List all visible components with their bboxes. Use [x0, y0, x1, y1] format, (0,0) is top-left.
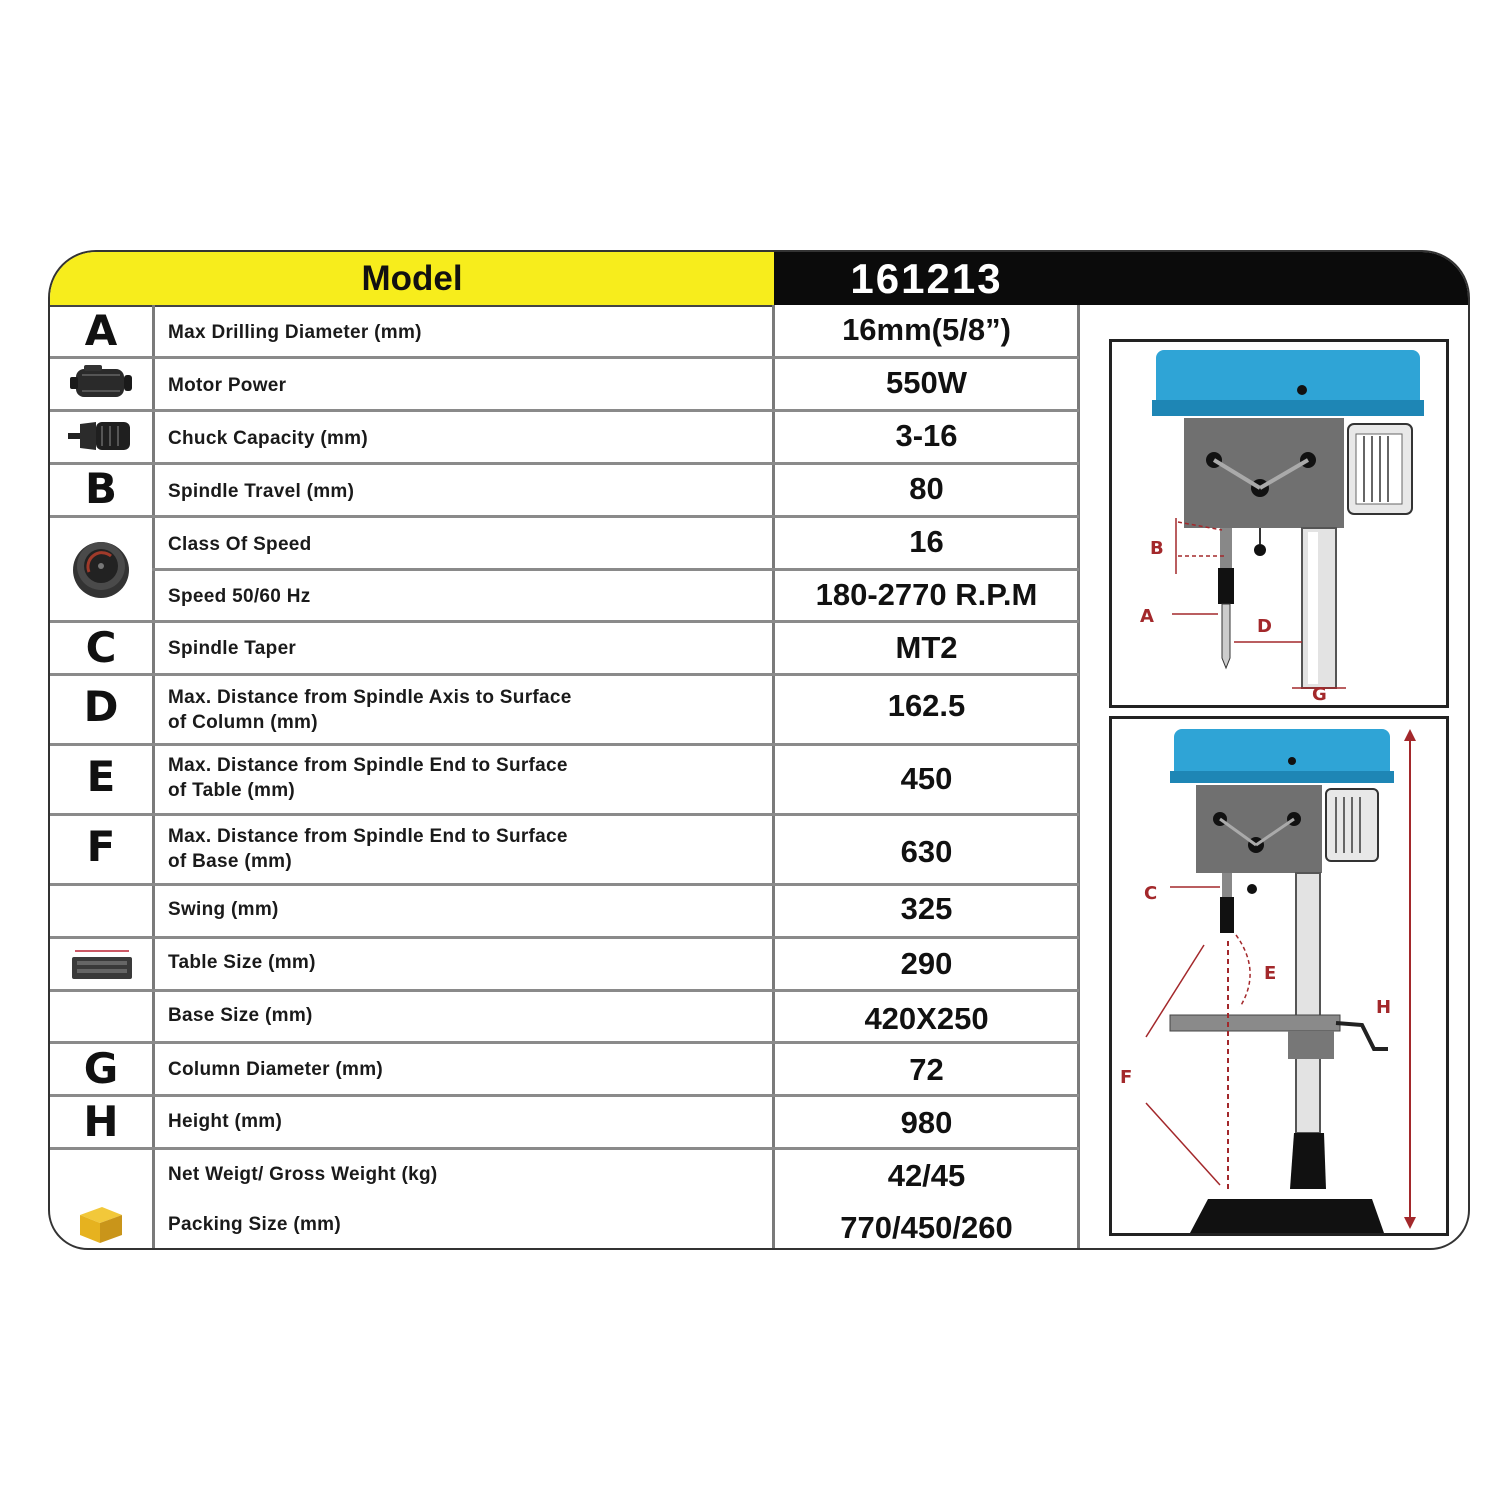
spec-label: Packing Size (mm): [168, 1214, 341, 1235]
spec-label: Spindle Taper: [168, 638, 297, 659]
spec-label: Motor Power: [168, 375, 287, 396]
spec-value: 180-2770 R.P.M: [815, 577, 1038, 612]
spec-label: Table Size (mm): [168, 952, 316, 973]
spec-label: Speed 50/60 Hz: [168, 586, 311, 607]
table-plate-icon: [69, 948, 135, 987]
drill-press-full-illustration: [1112, 719, 1446, 1233]
dimension-label-d: D: [1257, 616, 1272, 637]
spec-value: 420X250: [864, 1001, 989, 1036]
letter-b: B: [84, 464, 117, 513]
row-divider: [50, 1041, 1079, 1044]
row-divider: [50, 1094, 1079, 1097]
row-divider: [50, 673, 1079, 676]
dimension-label-b: B: [1150, 538, 1164, 559]
row-divider: [152, 568, 1079, 571]
spec-table-frame: [48, 250, 1470, 1250]
row-divider: [50, 883, 1079, 886]
spec-label-line1: Max. Distance from Spindle Axis to Surface: [168, 687, 572, 708]
spec-value: 325: [900, 891, 953, 926]
letter-d: D: [83, 682, 119, 731]
spec-label: Swing (mm): [168, 899, 279, 920]
spec-value: 72: [909, 1052, 944, 1087]
row-divider: [50, 515, 1079, 518]
row-divider: [50, 462, 1079, 465]
spec-label: Chuck Capacity (mm): [168, 428, 368, 449]
spec-label-line2: of Table (mm): [168, 780, 296, 801]
letter-a: A: [84, 306, 118, 355]
spec-value: 770/450/260: [840, 1210, 1013, 1245]
drill-diagram-top: [1109, 339, 1449, 708]
drill-diagram-bottom: [1109, 716, 1449, 1236]
spec-label: Base Size (mm): [168, 1005, 313, 1026]
spec-label-line2: of Base (mm): [168, 851, 292, 872]
spec-label-line1: Max. Distance from Spindle End to Surface: [168, 755, 568, 776]
dimension-label-e: E: [1264, 963, 1277, 984]
row-divider: [50, 743, 1079, 746]
spec-value: 42/45: [887, 1158, 966, 1193]
chuck-icon: [68, 420, 134, 457]
letter-e: E: [86, 752, 116, 801]
spec-label-line2: of Column (mm): [168, 712, 318, 733]
dimension-label-a: A: [1140, 606, 1154, 627]
letter-f: F: [86, 822, 116, 871]
spec-label: Height (mm): [168, 1111, 283, 1132]
spec-value: 3-16: [895, 418, 958, 453]
dimension-label-c: C: [1144, 883, 1158, 904]
dimension-label-g: G: [1312, 684, 1327, 705]
spec-label: Spindle Travel (mm): [168, 481, 355, 502]
spec-value: 162.5: [887, 688, 966, 723]
spec-label: Max Drilling Diameter (mm): [168, 322, 422, 343]
row-divider: [50, 989, 1079, 992]
spec-value: 16: [909, 524, 944, 559]
spec-value: 80: [909, 471, 944, 506]
spec-value: MT2: [895, 630, 958, 665]
row-divider: [50, 620, 1079, 623]
motor-icon: [70, 365, 132, 406]
spec-value: 290: [900, 946, 953, 981]
row-divider: [50, 409, 1079, 412]
row-divider: [50, 1147, 1079, 1150]
row-divider: [50, 813, 1079, 816]
dimension-label-f: F: [1120, 1067, 1133, 1088]
column-divider: [152, 305, 155, 1250]
letter-c: C: [85, 623, 117, 672]
letter-g: G: [83, 1044, 119, 1093]
speed-dial-icon: [71, 536, 131, 605]
box-icon: [78, 1205, 124, 1250]
header-blank-cell: [1079, 252, 1470, 305]
spec-value: 980: [900, 1105, 953, 1140]
drill-press-top-illustration: [1112, 342, 1446, 705]
spec-label: Column Diameter (mm): [168, 1059, 384, 1080]
model-header: Model: [50, 252, 774, 307]
spec-label: Class Of Speed: [168, 534, 312, 555]
spec-label-line1: Max. Distance from Spindle End to Surface: [168, 826, 568, 847]
letter-h: H: [83, 1097, 119, 1146]
spec-value: 16mm(5/8”): [842, 312, 1011, 347]
spec-label: Net Weigt/ Gross Weight (kg): [168, 1164, 438, 1185]
dimension-label-h: H: [1376, 997, 1392, 1018]
row-divider: [50, 356, 1079, 359]
row-divider: [50, 936, 1079, 939]
spec-sheet: [48, 250, 1470, 1250]
spec-value: 550W: [886, 365, 967, 400]
spec-value: 450: [900, 761, 953, 796]
model-number: 161213: [774, 252, 1079, 305]
spec-value: 630: [900, 834, 953, 869]
